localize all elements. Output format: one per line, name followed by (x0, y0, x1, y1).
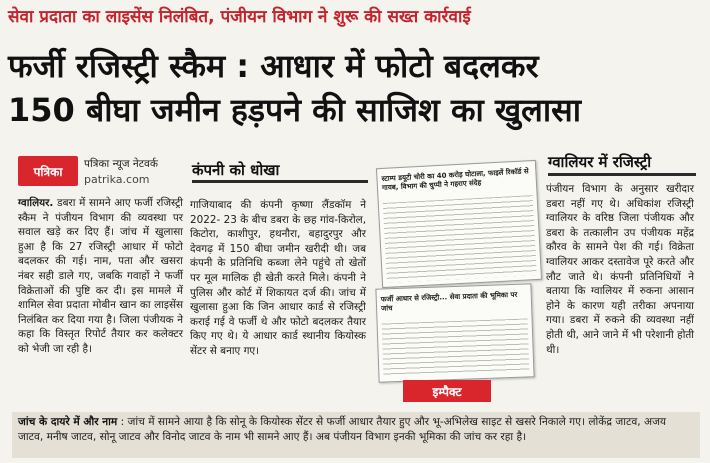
byline-website: patrika.com (84, 173, 150, 186)
footer-note (12, 412, 700, 458)
subhead-company-fraud: कंपनी को धोखा (192, 161, 280, 179)
article-column-2: गाजियाबाद की कंपनी कृष्णा लैंडकॉम ने 2022- 23 के बीच डबरा के छह गांव-किरोल, किटोरा, काशीपुर, हथनौरा, बहादुरपुर और देवगढ़ में 150 बीघा जमीन खरीदी थी। जब कंपनी के प्रतिनिधि कब्जा लेने पहुंचे तो खेतों पर मूल मालिक ही खेती करते मिले। कंपनी ने पुलिस और कोर्ट में शिकायत दर्ज की। जांच में खुलासा हुआ कि जिन आधार कार्ड से रजिस्ट्री कराई गई वे फर्जी थे और फोटो बदलकर तैयार किए गए थे। ये आधार कार्ड स्थानीय कियोस्क सेंटर से बनाए गए। (190, 199, 366, 357)
subhead-rule (192, 180, 368, 183)
newspaper-clipping-2 (375, 283, 534, 382)
patrika-logo: पत्रिका (18, 156, 78, 186)
article-column-3: पंजीयन विभाग के अनुसार खरीदार डबरा नहीं गए थे। अधिकांश रजिस्ट्री ग्वालियर के वरिष्ठ जिला पंजीयक और डबरा के तत्कालीन उप पंजीयक महेंद्र कौरव के सामने पेश की गई। विक्रेता ग्वालियर आकर दस्तावेज पूरे करते और लौट जाते थे। कंपनी प्रतिनिधियों ने बताया कि ग्वालियर में रुकना आसान होने के कारण यही तरीका अपनाया गया। डबरा में रुकने की व्यवस्था नहीं होती थी, आने जाने में भी परेशानी होती थी। (546, 183, 694, 356)
footer-label: जांच के दायरे में और नाम (18, 416, 118, 428)
footer-text: : जांच में सामने आया है कि सोनू के कियोस्क सेंटर से फर्जी आधार तैयार हुए और भू-अभिलेख साइट से खसरे निकाले गए। लोकेंद्र जाटव, अजय जाटव, मनीष जाटव, सोनू जाटव और विनोद जाटव के नाम भी सामने आए हैं। अब पंजीयन विभाग इनकी भूमिका की जांच कर रहा है। (18, 416, 667, 443)
article-column-1 (18, 196, 183, 357)
impact-clippings (373, 160, 541, 392)
byline (18, 156, 178, 190)
clipping-1-headline: स्टाम्प डयूटी चोरी का 40 करोड़ घोटाला, फाइलें रिकॉर्ड से गायब, विभाग की चुप्पी ने गहराए संदेह (381, 167, 529, 192)
clipping-2-headline: फर्जी आधार से रजिस्ट्री... सेवा प्रदाता की भूमिका पर जांच (380, 290, 518, 313)
main-headline (8, 44, 702, 132)
impact-badge: इम्पैक्ट (403, 380, 491, 402)
clipping-1-body (383, 195, 537, 283)
kicker-headline: सेवा प्रदाता का लाइसेंस निलंबित, पंजीयन विभाग ने शुरू की सख्त कार्रवाई (8, 7, 471, 27)
newspaper-clipping-1 (376, 160, 542, 288)
byline-agency: पत्रिका न्यूज नेटवर्क (84, 158, 158, 170)
column-1-text: डबरा में सामने आए फर्जी रजिस्ट्री स्कैम ने पंजीयन विभाग की व्यवस्था पर सवाल खड़े कर दिए हैं। जांच में खुलासा हुआ है कि 27 रजिस्ट्री आधार में फोटो बदलकर की गई। नाम, पता और खसरा नंबर सही डाले गए, जबकि गवाहों ने फर्जी विक्रेताओं की पुष्टि कर दी। इस मामले में शामिल सेवा प्रदाता मोबीन खान का लाइसेंस निलंबित कर दिया गया है। जिला पंजीयक ने कहा कि विस्तृत रिपोर्ट तैयार कर कलेक्टर को भेजी जा रही है। (18, 197, 183, 355)
dateline: ग्वालियर. (18, 197, 54, 209)
headline-line-2: 150 बीघा जमीन हड़पने की साजिश का खुलासा (8, 91, 582, 129)
subhead-gwalior-registry: ग्वालियर में रजिस्ट्री (548, 153, 652, 171)
headline-line-1: फर्जी रजिस्ट्री स्कैम : आधार में फोटो बदलकर (8, 47, 539, 85)
clipping-2-body (382, 318, 530, 377)
subhead-rule (548, 173, 696, 176)
